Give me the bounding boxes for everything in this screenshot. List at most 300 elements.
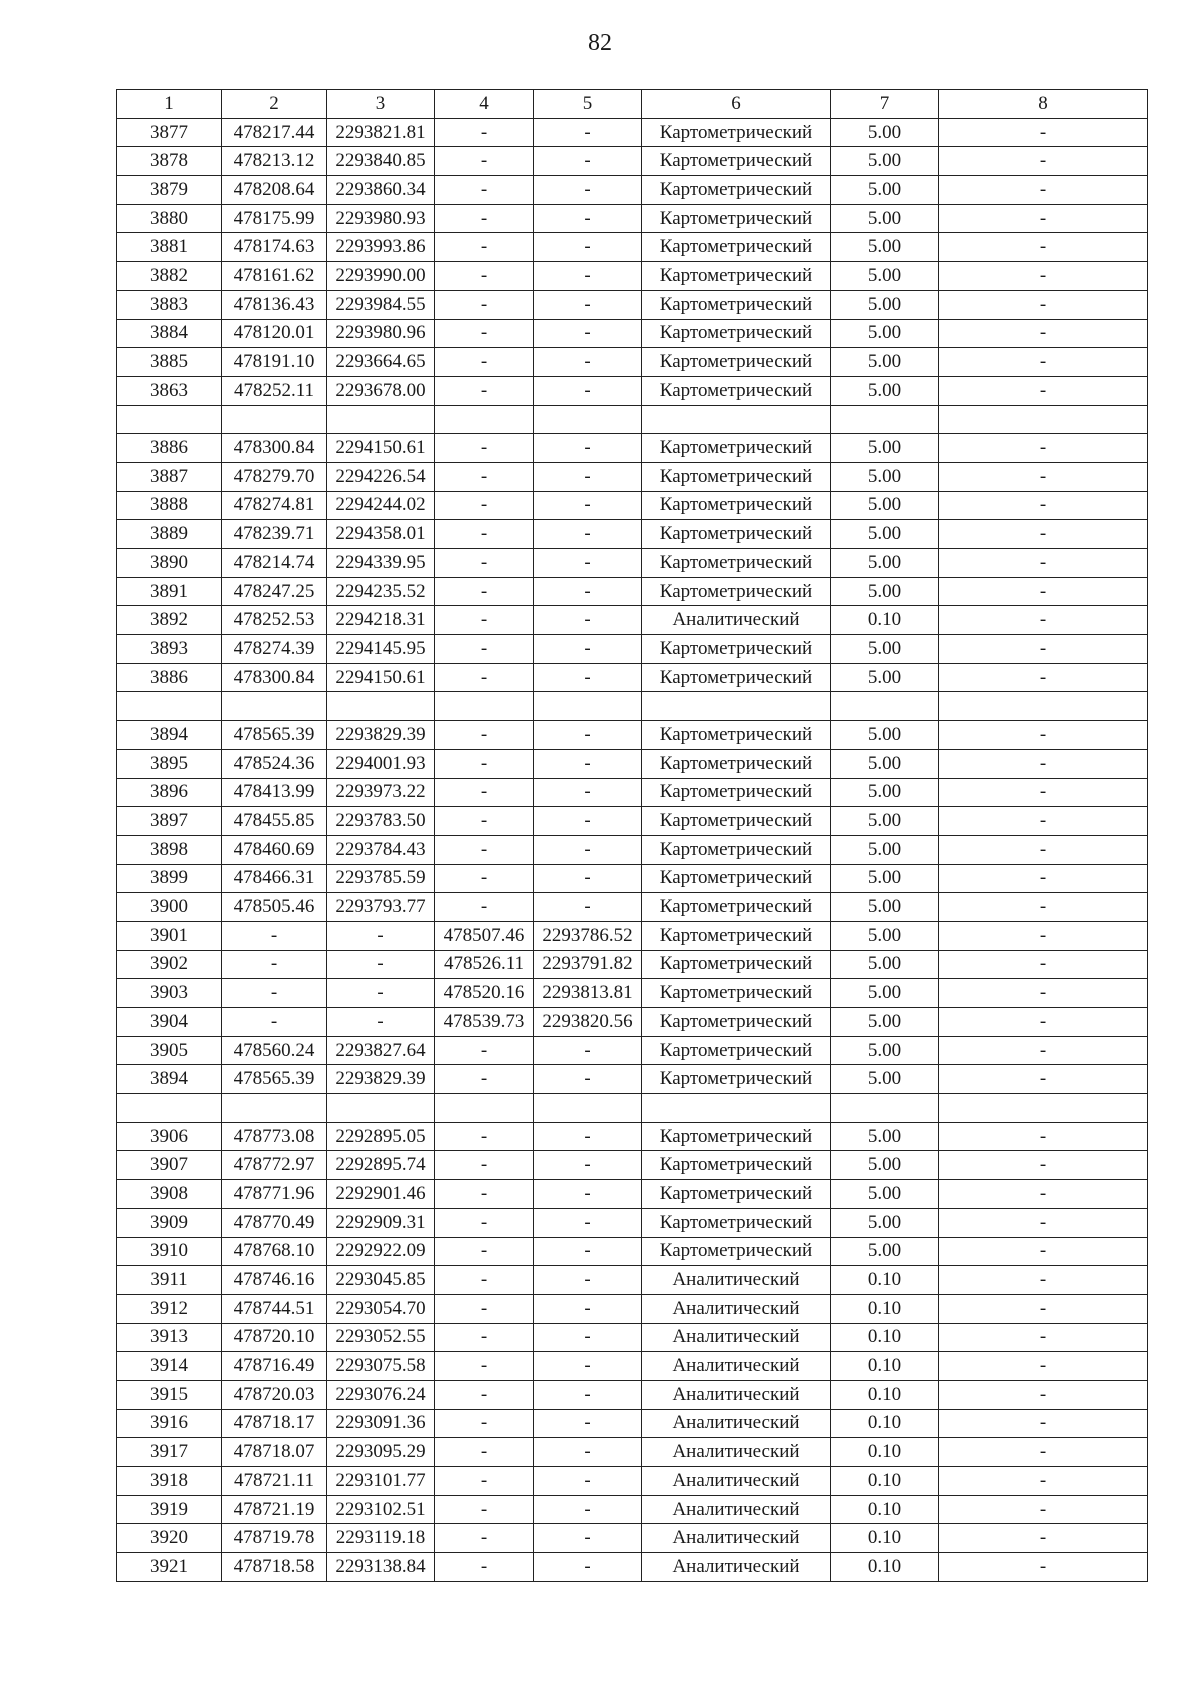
table-cell: 5.00 <box>831 462 939 491</box>
table-cell: 3888 <box>117 491 222 520</box>
table-cell: 5.00 <box>831 1180 939 1209</box>
table-row <box>117 348 1148 377</box>
table-cell: 2292895.74 <box>327 1151 435 1180</box>
table-cell: Картометрический <box>642 520 831 549</box>
table-cell: Картометрический <box>642 893 831 922</box>
table-cell: Аналитический <box>642 1467 831 1496</box>
table-cell: - <box>939 290 1148 319</box>
table-cell: - <box>222 921 327 950</box>
table-row <box>117 606 1148 635</box>
table-cell: - <box>939 1409 1148 1438</box>
table-cell: - <box>534 835 642 864</box>
table-cell: - <box>939 635 1148 664</box>
table-cell: - <box>534 1467 642 1496</box>
table-cell: - <box>534 1495 642 1524</box>
table-cell: 2293784.43 <box>327 835 435 864</box>
table-cell: 2293091.36 <box>327 1409 435 1438</box>
table-cell: 478539.73 <box>435 1008 534 1037</box>
table-cell: - <box>939 1467 1148 1496</box>
table-cell: 2294339.95 <box>327 549 435 578</box>
table-cell: 478161.62 <box>222 262 327 291</box>
table-cell: - <box>939 749 1148 778</box>
table-cell: Картометрический <box>642 635 831 664</box>
table-cell: 3883 <box>117 290 222 319</box>
table-row <box>117 262 1148 291</box>
table-cell: - <box>435 577 534 606</box>
table-cell: 5.00 <box>831 950 939 979</box>
table-cell: 3863 <box>117 376 222 405</box>
table-row <box>117 635 1148 664</box>
table-cell: - <box>939 835 1148 864</box>
table-cell: 478252.11 <box>222 376 327 405</box>
table-row <box>117 1122 1148 1151</box>
table-cell: 2293993.86 <box>327 233 435 262</box>
table-cell: - <box>435 1380 534 1409</box>
table-cell: 3878 <box>117 147 222 176</box>
table-cell: Картометрический <box>642 749 831 778</box>
table-cell: Картометрический <box>642 434 831 463</box>
table-cell: 478718.17 <box>222 1409 327 1438</box>
table-cell: - <box>534 1352 642 1381</box>
page-number: 82 <box>588 30 612 56</box>
table-cell: 2294244.02 <box>327 491 435 520</box>
table-cell: - <box>435 204 534 233</box>
table-cell: - <box>534 520 642 549</box>
table-cell: 2294358.01 <box>327 520 435 549</box>
table-cell: - <box>534 577 642 606</box>
empty-cell <box>534 405 642 434</box>
table-row <box>117 1180 1148 1209</box>
table-cell: Картометрический <box>642 979 831 1008</box>
table-cell: 0.10 <box>831 1352 939 1381</box>
table-cell: 5.00 <box>831 262 939 291</box>
table-cell: 3885 <box>117 348 222 377</box>
table-row <box>117 663 1148 692</box>
table-cell: 5.00 <box>831 893 939 922</box>
table-cell: - <box>939 1266 1148 1295</box>
empty-cell <box>117 405 222 434</box>
table-cell: - <box>435 1467 534 1496</box>
table-cell: 2292922.09 <box>327 1237 435 1266</box>
separator-row <box>117 692 1148 721</box>
table-cell: - <box>534 1122 642 1151</box>
table-cell: 3897 <box>117 807 222 836</box>
table-cell: - <box>939 348 1148 377</box>
table-cell: Картометрический <box>642 1065 831 1094</box>
table-cell: - <box>534 749 642 778</box>
table-cell: 3902 <box>117 950 222 979</box>
table-cell: - <box>534 1180 642 1209</box>
table-cell: - <box>534 1208 642 1237</box>
table-cell: 5.00 <box>831 290 939 319</box>
table-cell: Картометрический <box>642 1122 831 1151</box>
table-cell: Картометрический <box>642 778 831 807</box>
table-cell: - <box>534 663 642 692</box>
table-cell: - <box>435 1036 534 1065</box>
table-cell: - <box>327 1008 435 1037</box>
table-cell: Картометрический <box>642 864 831 893</box>
empty-cell <box>939 1094 1148 1123</box>
table-cell: - <box>435 1266 534 1295</box>
table-cell: - <box>435 376 534 405</box>
table-cell: 2293840.85 <box>327 147 435 176</box>
table-cell: 2293973.22 <box>327 778 435 807</box>
table-cell: - <box>939 233 1148 262</box>
table-cell: - <box>939 1294 1148 1323</box>
table-cell: 2294150.61 <box>327 434 435 463</box>
table-cell: Аналитический <box>642 1409 831 1438</box>
table-cell: Картометрический <box>642 1036 831 1065</box>
column-header: 5 <box>534 90 642 119</box>
table-cell: - <box>534 348 642 377</box>
table-cell: 5.00 <box>831 1151 939 1180</box>
table-cell: 3911 <box>117 1266 222 1295</box>
table-cell: - <box>534 262 642 291</box>
table-cell: 478214.74 <box>222 549 327 578</box>
table-cell: - <box>534 176 642 205</box>
table-cell: 3893 <box>117 635 222 664</box>
table-cell: 478716.49 <box>222 1352 327 1381</box>
table-cell: - <box>939 663 1148 692</box>
table-row <box>117 864 1148 893</box>
table-cell: 5.00 <box>831 233 939 262</box>
table-cell: Картометрический <box>642 147 831 176</box>
table-row <box>117 1065 1148 1094</box>
table-cell: 3909 <box>117 1208 222 1237</box>
table-cell: - <box>435 1323 534 1352</box>
table-cell: 3890 <box>117 549 222 578</box>
table-cell: 478300.84 <box>222 663 327 692</box>
table-cell: - <box>939 1524 1148 1553</box>
empty-cell <box>435 692 534 721</box>
table-cell: Аналитический <box>642 1266 831 1295</box>
table-cell: 2294145.95 <box>327 635 435 664</box>
table-cell: - <box>435 520 534 549</box>
table-cell: - <box>435 1122 534 1151</box>
table-row <box>117 1467 1148 1496</box>
table-cell: 478773.08 <box>222 1122 327 1151</box>
table-cell: - <box>435 1065 534 1094</box>
table-cell: 0.10 <box>831 1294 939 1323</box>
table-cell: 0.10 <box>831 1438 939 1467</box>
table-cell: 2293785.59 <box>327 864 435 893</box>
table-row <box>117 1409 1148 1438</box>
table-cell: 478718.07 <box>222 1438 327 1467</box>
table-cell: - <box>939 721 1148 750</box>
table-cell: 5.00 <box>831 176 939 205</box>
table-cell: - <box>939 950 1148 979</box>
table-cell: 2293783.50 <box>327 807 435 836</box>
table-cell: - <box>534 1438 642 1467</box>
table-cell: 3891 <box>117 577 222 606</box>
table-cell: 5.00 <box>831 835 939 864</box>
table-cell: - <box>939 319 1148 348</box>
table-cell: 3892 <box>117 606 222 635</box>
empty-cell <box>435 405 534 434</box>
table-cell: Картометрический <box>642 376 831 405</box>
table-row <box>117 950 1148 979</box>
table-cell: 478208.64 <box>222 176 327 205</box>
table-cell: - <box>939 491 1148 520</box>
table-cell: 3906 <box>117 1122 222 1151</box>
table-cell: - <box>534 319 642 348</box>
table-cell: - <box>435 1180 534 1209</box>
table-cell: 478460.69 <box>222 835 327 864</box>
empty-cell <box>117 692 222 721</box>
column-header: 6 <box>642 90 831 119</box>
table-cell: 3880 <box>117 204 222 233</box>
table-cell: 478768.10 <box>222 1237 327 1266</box>
table-cell: 2293095.29 <box>327 1438 435 1467</box>
table-cell: - <box>435 1553 534 1582</box>
table-cell: - <box>939 979 1148 1008</box>
table-cell: 478217.44 <box>222 118 327 147</box>
table-cell: - <box>939 1438 1148 1467</box>
header-row <box>117 90 1148 119</box>
table-cell: 3889 <box>117 520 222 549</box>
table-cell: Картометрический <box>642 204 831 233</box>
table-cell: 478526.11 <box>435 950 534 979</box>
table-cell: 3915 <box>117 1380 222 1409</box>
table-cell: Картометрический <box>642 807 831 836</box>
table-cell: 5.00 <box>831 1208 939 1237</box>
table-cell: - <box>435 835 534 864</box>
table-cell: 478720.03 <box>222 1380 327 1409</box>
empty-cell <box>642 1094 831 1123</box>
table-cell: - <box>534 233 642 262</box>
table-cell: 478413.99 <box>222 778 327 807</box>
table-cell: - <box>435 1237 534 1266</box>
table-cell: - <box>939 376 1148 405</box>
table-row <box>117 979 1148 1008</box>
table-cell: - <box>534 864 642 893</box>
table-row <box>117 1208 1148 1237</box>
table-cell: 2293793.77 <box>327 893 435 922</box>
table-cell: 478560.24 <box>222 1036 327 1065</box>
table-cell: 2293678.00 <box>327 376 435 405</box>
table-cell: - <box>939 606 1148 635</box>
table-cell: 5.00 <box>831 577 939 606</box>
table-cell: 3887 <box>117 462 222 491</box>
table-cell: 3899 <box>117 864 222 893</box>
empty-cell <box>435 1094 534 1123</box>
table-cell: - <box>435 606 534 635</box>
table-row <box>117 1008 1148 1037</box>
table-cell: 2293980.96 <box>327 319 435 348</box>
table-cell: 3894 <box>117 721 222 750</box>
column-header: 8 <box>939 90 1148 119</box>
table-cell: 3881 <box>117 233 222 262</box>
table-cell: - <box>435 721 534 750</box>
table-cell: - <box>435 462 534 491</box>
table-cell: - <box>534 434 642 463</box>
table-cell: 0.10 <box>831 1467 939 1496</box>
table-cell: 478505.46 <box>222 893 327 922</box>
table-row <box>117 520 1148 549</box>
table-cell: - <box>939 1208 1148 1237</box>
table-cell: - <box>939 1237 1148 1266</box>
table-cell: 3913 <box>117 1323 222 1352</box>
table-cell: Аналитический <box>642 1553 831 1582</box>
table-cell: - <box>534 290 642 319</box>
table-cell: 2294150.61 <box>327 663 435 692</box>
table-cell: Аналитический <box>642 1524 831 1553</box>
table-cell: - <box>435 864 534 893</box>
empty-cell <box>642 405 831 434</box>
column-header: 7 <box>831 90 939 119</box>
table-row <box>117 1036 1148 1065</box>
table-cell: - <box>435 147 534 176</box>
table-row <box>117 721 1148 750</box>
table-cell: - <box>435 1294 534 1323</box>
table-cell: Картометрический <box>642 262 831 291</box>
table-cell: - <box>327 950 435 979</box>
table-cell: - <box>534 778 642 807</box>
table-cell: 478721.11 <box>222 1467 327 1496</box>
table-cell: 2294218.31 <box>327 606 435 635</box>
table-cell: 5.00 <box>831 520 939 549</box>
table-cell: 5.00 <box>831 118 939 147</box>
table-cell: 0.10 <box>831 1380 939 1409</box>
table-cell: - <box>534 1553 642 1582</box>
empty-cell <box>642 692 831 721</box>
table-cell: 2293101.77 <box>327 1467 435 1496</box>
table-cell: 5.00 <box>831 1122 939 1151</box>
table-cell: - <box>534 549 642 578</box>
table-cell: - <box>939 1553 1148 1582</box>
table-cell: 2293102.51 <box>327 1495 435 1524</box>
table-cell: - <box>435 348 534 377</box>
table-row <box>117 1237 1148 1266</box>
table-cell: - <box>939 147 1148 176</box>
empty-cell <box>327 1094 435 1123</box>
table-cell: 3896 <box>117 778 222 807</box>
table-cell: - <box>939 118 1148 147</box>
table-row <box>117 462 1148 491</box>
table-row <box>117 118 1148 147</box>
table-cell: 478746.16 <box>222 1266 327 1295</box>
table-cell: 478771.96 <box>222 1180 327 1209</box>
table-row <box>117 290 1148 319</box>
table-cell: 5.00 <box>831 147 939 176</box>
table-cell: - <box>435 1208 534 1237</box>
table-row <box>117 1380 1148 1409</box>
empty-cell <box>534 692 642 721</box>
table-cell: Картометрический <box>642 549 831 578</box>
empty-cell <box>939 405 1148 434</box>
table-cell: 478213.12 <box>222 147 327 176</box>
table-cell: 3918 <box>117 1467 222 1496</box>
table-cell: Картометрический <box>642 1180 831 1209</box>
table-cell: Аналитический <box>642 1352 831 1381</box>
table-cell: 478718.58 <box>222 1553 327 1582</box>
table-cell: - <box>435 1438 534 1467</box>
table-cell: 2293829.39 <box>327 1065 435 1094</box>
column-header: 4 <box>435 90 534 119</box>
table-cell: - <box>534 1409 642 1438</box>
table-row <box>117 1266 1148 1295</box>
table-cell: 478279.70 <box>222 462 327 491</box>
table-cell: 478524.36 <box>222 749 327 778</box>
table-cell: 5.00 <box>831 319 939 348</box>
table-cell: - <box>939 262 1148 291</box>
table-cell: 5.00 <box>831 749 939 778</box>
table-row <box>117 921 1148 950</box>
table-cell: - <box>435 1352 534 1381</box>
table-cell: - <box>327 921 435 950</box>
table-cell: 478191.10 <box>222 348 327 377</box>
column-header: 3 <box>327 90 435 119</box>
table-cell: 3912 <box>117 1294 222 1323</box>
table-row <box>117 1524 1148 1553</box>
table-cell: 478565.39 <box>222 1065 327 1094</box>
empty-cell <box>534 1094 642 1123</box>
table-cell: Аналитический <box>642 1323 831 1352</box>
table-cell: 478300.84 <box>222 434 327 463</box>
table-cell: 3882 <box>117 262 222 291</box>
table-cell: 3904 <box>117 1008 222 1037</box>
table-cell: - <box>435 491 534 520</box>
table-cell: - <box>534 1151 642 1180</box>
table-cell: 478274.39 <box>222 635 327 664</box>
table-cell: - <box>435 893 534 922</box>
table-cell: Картометрический <box>642 1151 831 1180</box>
table-cell: 5.00 <box>831 635 939 664</box>
table-cell: 2293138.84 <box>327 1553 435 1582</box>
table-cell: 478770.49 <box>222 1208 327 1237</box>
table-cell: - <box>534 1237 642 1266</box>
table-cell: - <box>939 520 1148 549</box>
table-cell: 478772.97 <box>222 1151 327 1180</box>
table-cell: Аналитический <box>642 606 831 635</box>
table-cell: - <box>939 864 1148 893</box>
table-row <box>117 434 1148 463</box>
table-row <box>117 233 1148 262</box>
table-cell: 2294235.52 <box>327 577 435 606</box>
empty-cell <box>939 692 1148 721</box>
table-cell: - <box>534 462 642 491</box>
table-cell: - <box>939 1380 1148 1409</box>
table-cell: - <box>939 577 1148 606</box>
table-cell: - <box>939 807 1148 836</box>
empty-cell <box>831 405 939 434</box>
separator-row <box>117 1094 1148 1123</box>
table-cell: - <box>435 1524 534 1553</box>
table-row <box>117 147 1148 176</box>
table-cell: 0.10 <box>831 1495 939 1524</box>
table-cell: 5.00 <box>831 979 939 1008</box>
table-cell: 5.00 <box>831 663 939 692</box>
table-cell: - <box>534 1266 642 1295</box>
table-cell: - <box>435 118 534 147</box>
table-cell: 2293990.00 <box>327 262 435 291</box>
table-cell: - <box>222 1008 327 1037</box>
table-cell: 2293791.82 <box>534 950 642 979</box>
table-cell: 5.00 <box>831 204 939 233</box>
table-cell: 478721.19 <box>222 1495 327 1524</box>
table-cell: 478720.10 <box>222 1323 327 1352</box>
table-cell: - <box>939 434 1148 463</box>
table-cell: 0.10 <box>831 606 939 635</box>
empty-cell <box>327 405 435 434</box>
table-cell: 3877 <box>117 118 222 147</box>
table-cell: - <box>435 1151 534 1180</box>
table-cell: - <box>534 635 642 664</box>
table-cell: 2292909.31 <box>327 1208 435 1237</box>
empty-cell <box>831 692 939 721</box>
table-cell: Аналитический <box>642 1495 831 1524</box>
table-cell: - <box>939 1352 1148 1381</box>
